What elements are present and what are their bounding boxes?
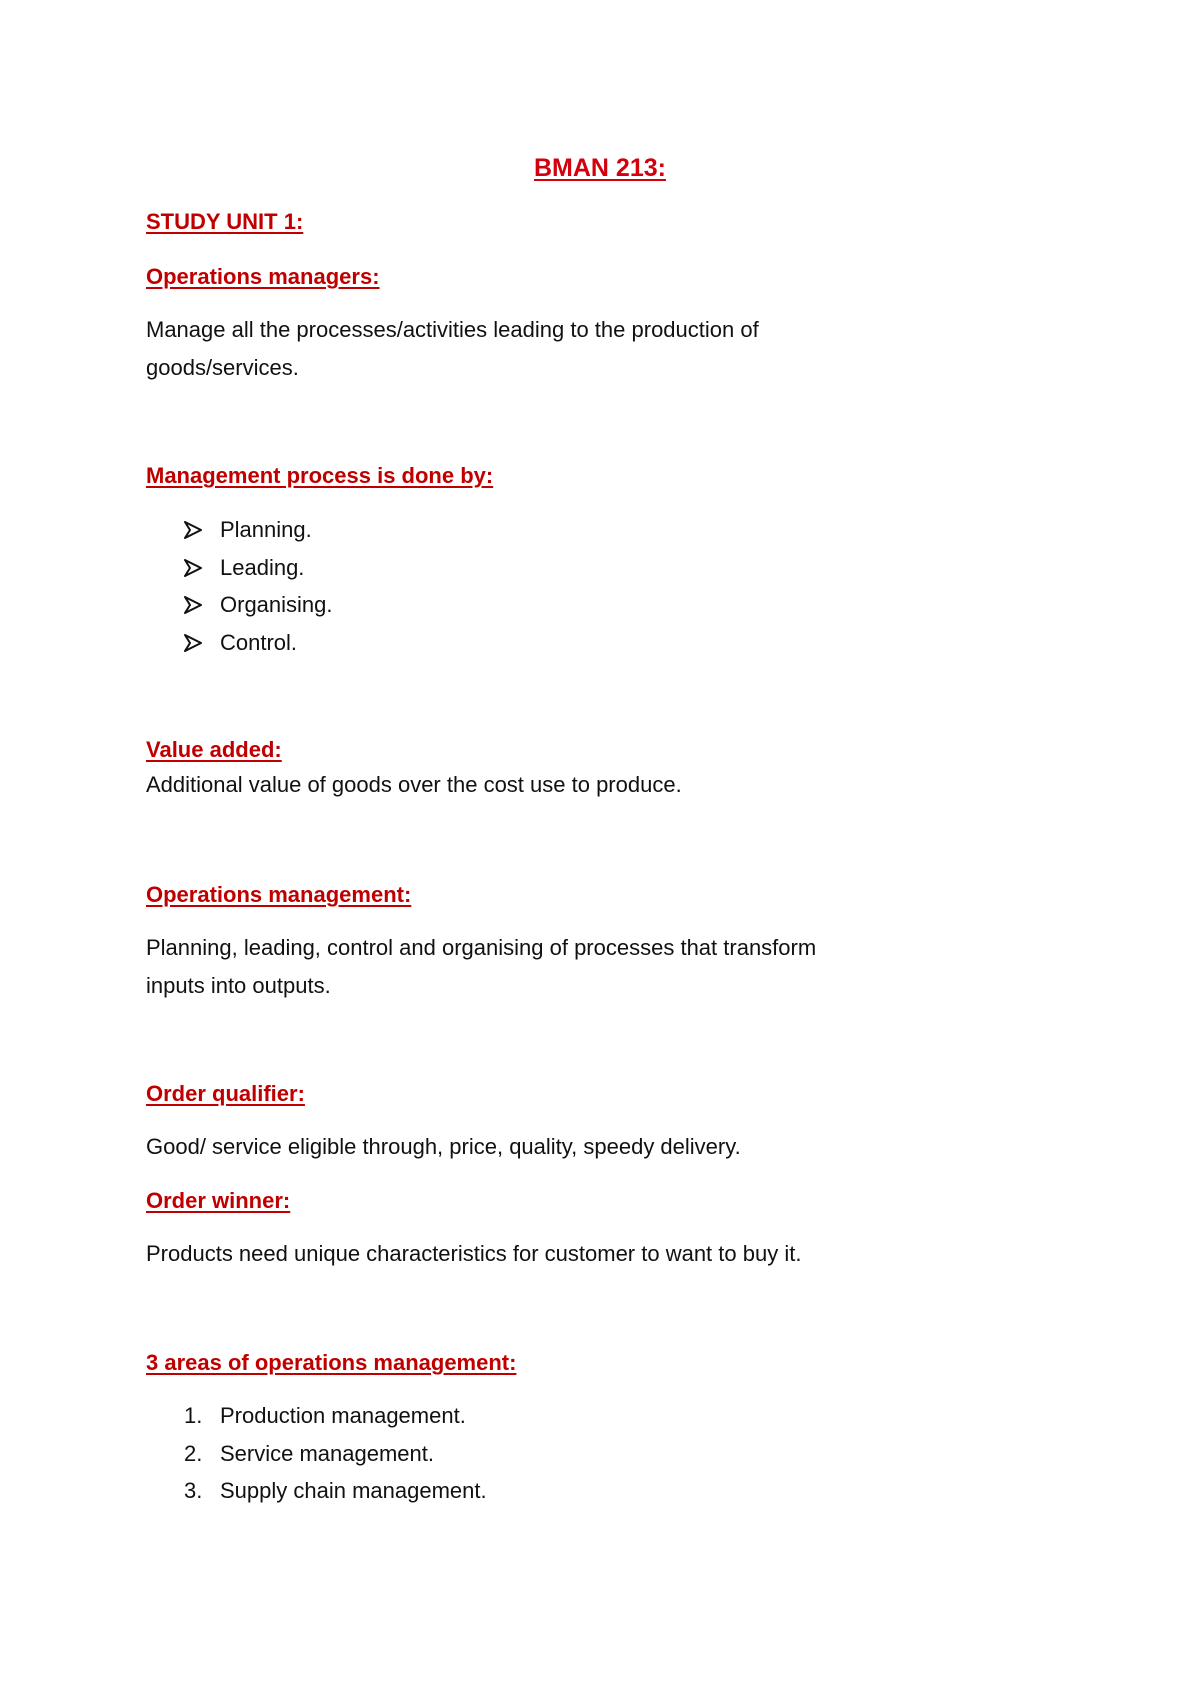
- operations-management-text-line-1: Planning, leading, control and organising of processes that transform: [146, 935, 817, 960]
- arrowhead-bullet-icon: [183, 586, 207, 624]
- list-item-label: Service management.: [220, 1440, 434, 1466]
- areas-heading: 3 areas of operations management:: [146, 1350, 517, 1375]
- operations-managers-text-line-1: Manage all the processes/activities leading to the production of: [146, 317, 759, 342]
- list-item: [146, 511, 333, 549]
- order-winner-heading: Order winner:: [146, 1188, 291, 1213]
- list-item-label: Planning.: [220, 517, 312, 542]
- list-item-number: 2.: [184, 1440, 203, 1466]
- areas-list: [146, 1397, 487, 1510]
- document-title: BMAN 213:: [534, 154, 666, 182]
- list-item-number: 3.: [184, 1478, 203, 1503]
- list-item-label: Leading.: [220, 554, 305, 580]
- list-item-label: Control.: [220, 629, 298, 655]
- list-item: [146, 1472, 487, 1510]
- list-item-label: Production management.: [220, 1403, 466, 1428]
- operations-management-text: [146, 929, 1006, 1005]
- value-added-heading: Value added:: [146, 737, 282, 762]
- operations-managers-text: [146, 311, 1006, 387]
- order-qualifier-heading: Order qualifier:: [146, 1081, 305, 1106]
- management-process-heading: Management process is done by:: [146, 463, 494, 488]
- operations-management-heading: Operations management:: [146, 882, 412, 907]
- value-added-text: Additional value of goods over the cost use to produce.: [146, 772, 682, 797]
- order-qualifier-text: Good/ service eligible through, price, quality, speedy delivery.: [146, 1134, 741, 1159]
- list-item: [146, 1397, 487, 1435]
- arrowhead-bullet-icon: [183, 511, 207, 549]
- list-item-label: Organising.: [220, 592, 333, 617]
- arrowhead-bullet-icon: [183, 624, 207, 662]
- operations-managers-text-line-2: goods/services.: [146, 355, 299, 380]
- list-item: [146, 624, 333, 662]
- list-item-number: 1.: [184, 1403, 203, 1428]
- list-item-label: Supply chain management.: [220, 1478, 487, 1503]
- order-winner-text: Products need unique characteristics for customer to want to buy it.: [146, 1241, 802, 1266]
- operations-managers-heading: Operations managers:: [146, 264, 380, 289]
- operations-management-text-line-2: inputs into outputs.: [146, 973, 331, 998]
- list-item: [146, 1435, 487, 1473]
- list-item: [146, 549, 333, 587]
- list-item: [146, 586, 333, 624]
- management-process-list: [146, 511, 333, 661]
- study-unit-heading: STUDY UNIT 1:: [146, 209, 304, 234]
- arrowhead-bullet-icon: [183, 549, 207, 587]
